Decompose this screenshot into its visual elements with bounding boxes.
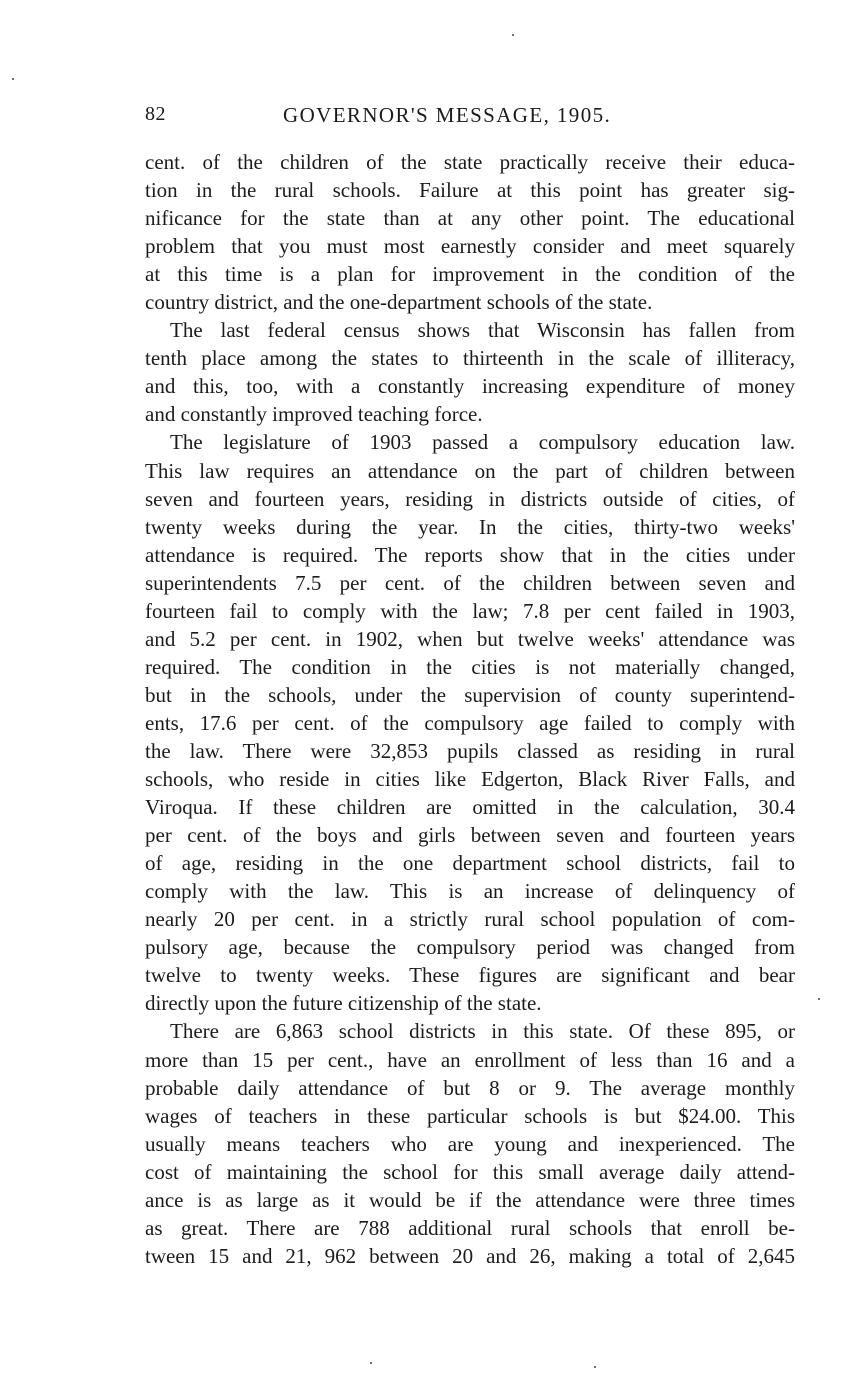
text-line: per cent. of the boys and girls between seven and fourteen years [145, 823, 795, 848]
running-head: GOVERNOR'S MESSAGE, 1905. [283, 103, 612, 127]
text-line: ance is as large as it would be if the attendance were three times [145, 1187, 795, 1212]
scan-speck [370, 1362, 372, 1364]
text-line: The legislature of 1903 passed a compulsory education law. [170, 430, 795, 455]
text-line: Viroqua. If these children are omitted in the calculation, 30.4 [145, 795, 795, 820]
text-line: fourteen fail to comply with the law; 7.8 per cent failed in 1903, [145, 598, 795, 623]
text-line: tion in the rural schools. Failure at this point has greater sig- [145, 178, 795, 203]
text-line: twelve to twenty weeks. These figures are significant and bear [145, 963, 795, 988]
text-line: the law. There were 32,853 pupils classed as residing in rural [145, 738, 795, 763]
text-line: country district, and the one-department schools of the state. [145, 290, 653, 315]
scan-speck [512, 34, 514, 36]
scan-speck [12, 78, 14, 80]
text-line: The last federal census shows that Wisconsin has fallen from [170, 318, 795, 343]
text-line: ents, 17.6 per cent. of the compulsory age failed to comply with [145, 710, 795, 735]
text-line: more than 15 per cent., have an enrollment of less than 16 and a [145, 1047, 795, 1072]
page-header [145, 103, 795, 133]
text-line: cost of maintaining the school for this small average daily attend- [145, 1159, 795, 1184]
text-line: wages of teachers in these particular schools is but $24.00. This [145, 1103, 795, 1128]
text-line: of age, residing in the one department school districts, fail to [145, 851, 795, 876]
text-line: comply with the law. This is an increase of delinquency of [145, 879, 795, 904]
text-line: probable daily attendance of but 8 or 9. The average monthly [145, 1075, 795, 1100]
text-line: schools, who reside in cities like Edgerton, Black River Falls, and [145, 767, 795, 792]
text-line: cent. of the children of the state practically receive their educa- [145, 150, 795, 174]
scan-speck [594, 1366, 596, 1368]
text-line: tween 15 and 21, 962 between 20 and 26, making a total of 2,645 [145, 1243, 795, 1268]
text-line: superintendents 7.5 per cent. of the children between seven and [145, 570, 795, 595]
body-text [145, 148, 795, 1270]
text-line: This law requires an attendance on the part of children between [145, 458, 795, 483]
text-line: usually means teachers who are young and inexperienced. The [145, 1131, 795, 1156]
text-line: twenty weeks during the year. In the cities, thirty-two weeks' [145, 514, 795, 539]
text-line: problem that you must most earnestly consider and meet squarely [145, 234, 795, 259]
text-line: attendance is required. The reports show that in the cities under [145, 542, 795, 567]
scan-speck [818, 998, 820, 1000]
text-line: pulsory age, because the compulsory period was changed from [145, 935, 795, 960]
text-line: at this time is a plan for improvement in the condition of the [145, 262, 795, 287]
text-line: but in the schools, under the supervision of county superintend- [145, 682, 795, 707]
text-line: tenth place among the states to thirteenth in the scale of illiteracy, [145, 346, 795, 371]
text-line: directly upon the future citizenship of the state. [145, 991, 542, 1016]
text-line: and 5.2 per cent. in 1902, when but twelve weeks' attendance was [145, 626, 795, 651]
page-number: 82 [145, 103, 166, 125]
text-line: seven and fourteen years, residing in districts outside of cities, of [145, 486, 795, 511]
text-line: and this, too, with a constantly increasing expenditure of money [145, 374, 795, 399]
text-line: There are 6,863 school districts in this state. Of these 895, or [170, 1019, 795, 1044]
text-line: nearly 20 per cent. in a strictly rural school population of com- [145, 907, 795, 932]
text-line: and constantly improved teaching force. [145, 402, 483, 427]
text-line: nificance for the state than at any other point. The educational [145, 206, 795, 231]
text-line: as great. There are 788 additional rural schools that enroll be- [145, 1215, 795, 1240]
text-line: required. The condition in the cities is not materially changed, [145, 654, 795, 679]
